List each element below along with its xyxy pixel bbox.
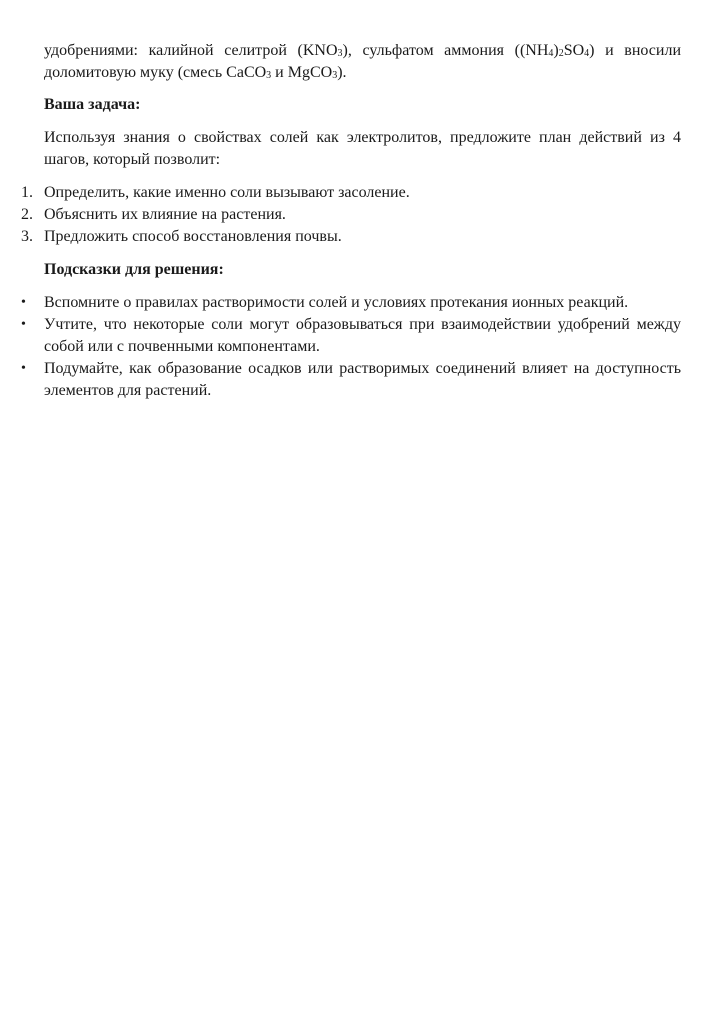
intro-text: удобрениями: калийной селитрой (KNO (44, 42, 338, 59)
intro-text: и MgCO (271, 64, 333, 81)
list-item (0, 226, 681, 248)
bullet-icon: • (21, 361, 26, 376)
intro-text: доломитовую муку (смесь CaCO (44, 64, 267, 81)
bullet-icon: • (21, 317, 26, 332)
task-paragraph (44, 127, 681, 171)
list-number: 2. (21, 206, 33, 223)
list-item (0, 204, 681, 226)
list-item-text: Объяснить их влияние на растения. (44, 206, 286, 223)
bullet-icon: • (21, 295, 26, 310)
list-item-text: Вспомните о правилах растворимости солей и условиях протекания ионных реакций. (44, 294, 629, 311)
list-item-text: Учтите, что некоторые соли могут образовываться при взаимодействии удобрений между собой или с почвенными компонентами. (44, 316, 681, 355)
intro-text: ) и вносили (589, 42, 681, 59)
list-item-text: Предложить способ восстановления почвы. (44, 228, 342, 245)
list-number: 3. (21, 228, 33, 245)
subscript: 3 (337, 48, 343, 59)
task-section (44, 94, 681, 116)
subscript: 4 (584, 48, 590, 59)
list-item (0, 314, 681, 358)
hints-section (44, 259, 681, 281)
steps-list (0, 182, 681, 248)
list-item (0, 292, 681, 314)
list-item (0, 358, 681, 402)
intro-line-1 (44, 40, 681, 62)
intro-text: ) (553, 42, 559, 59)
subscript: 3 (332, 70, 338, 81)
subscript: 4 (548, 48, 554, 59)
intro-text: SO (563, 42, 585, 59)
list-item-text: Подумайте, как образование осадков или растворимых соединений влияет на доступность элементов для растений. (44, 360, 681, 399)
intro-text: ). (337, 64, 347, 81)
hints-list (0, 292, 681, 402)
subscript: 3 (266, 70, 272, 81)
intro-line-2 (44, 62, 681, 84)
task-text: Используя знания о свойствах солей как электролитов, предложите план действий из 4 шагов, который позволит: (44, 129, 681, 168)
list-number: 1. (21, 184, 33, 201)
intro-paragraph (44, 40, 681, 84)
subscript: 2 (558, 48, 564, 59)
list-item-text: Определить, какие именно соли вызывают засоление. (44, 184, 410, 201)
hints-heading: Подсказки для решения: (44, 261, 224, 278)
list-item (0, 182, 681, 204)
intro-text: ), сульфатом аммония ((NH (342, 42, 549, 59)
task-heading: Ваша задача: (44, 96, 141, 113)
